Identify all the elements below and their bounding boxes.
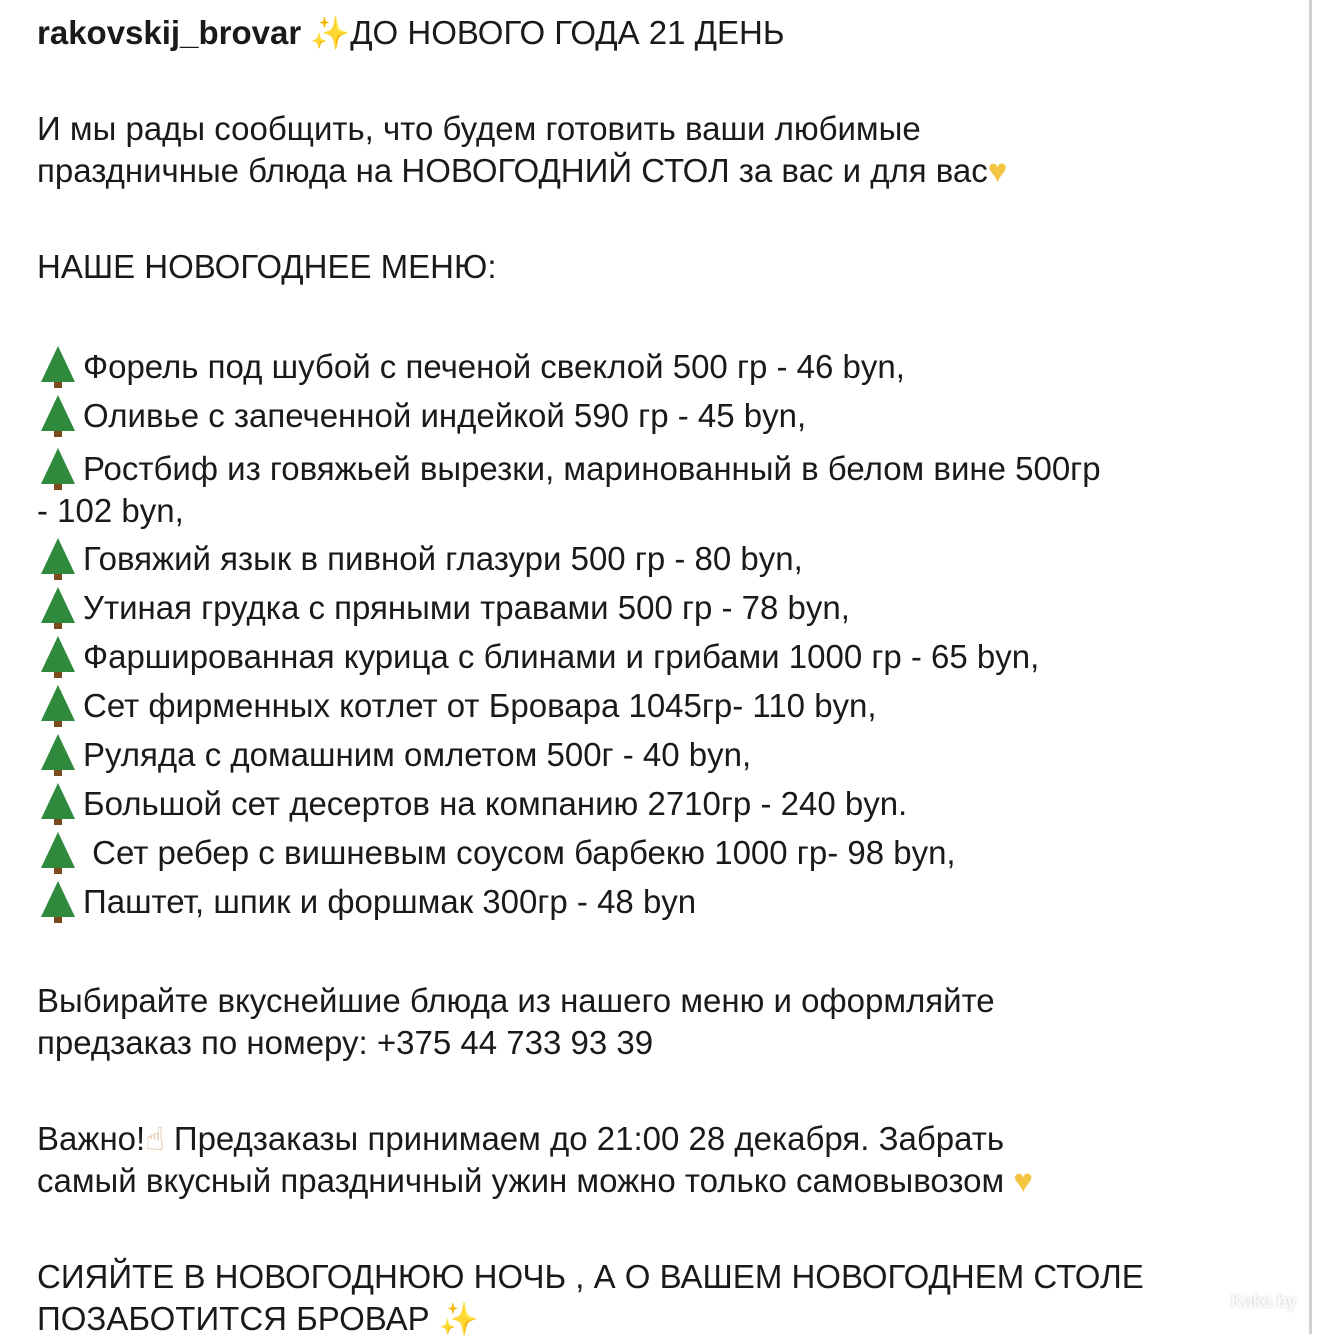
- caption-first-line: [37, 12, 1287, 54]
- intro-line-1: И мы рады сообщить, что будем готовить ваши любимые: [37, 110, 921, 147]
- menu-item: [37, 534, 1287, 583]
- menu-item: [37, 391, 1287, 440]
- christmas-tree-icon: [41, 685, 75, 721]
- menu-item: [37, 730, 1287, 779]
- menu-item-text: Руляда с домашним омлетом 500г - 40 byn,: [83, 736, 752, 773]
- menu-item-text: Большой сет десертов на компанию 2710гр - 240 byn.: [83, 785, 908, 822]
- menu-item: [37, 583, 1287, 632]
- order-line-2: предзаказ по номеру: +375 44 733 93 39: [37, 1024, 654, 1061]
- christmas-tree-icon: [41, 587, 75, 623]
- yellow-heart-icon: ♥: [1013, 1162, 1033, 1199]
- christmas-tree-icon: [41, 448, 75, 484]
- important-line-1: [37, 1118, 1287, 1160]
- important-line-2: [37, 1160, 1287, 1202]
- watermark-logo: Koko.by: [1230, 1291, 1296, 1311]
- menu-item-text: Говяжий язык в пивной глазури 500 гр - 80 byn,: [83, 540, 803, 577]
- menu-item: [37, 444, 1287, 532]
- christmas-tree-icon: [41, 636, 75, 672]
- christmas-tree-icon: [41, 881, 75, 917]
- closing-line-2-text: ПОЗАБОТИТСЯ БРОВАР: [37, 1300, 430, 1337]
- username-link[interactable]: rakovskij_brovar: [37, 14, 302, 51]
- index-pointing-up-icon: ☝: [145, 1121, 165, 1157]
- yellow-heart-icon: ♥: [987, 152, 1008, 189]
- post-caption: [37, 12, 1287, 1340]
- christmas-tree-icon: [41, 395, 75, 431]
- menu-item: [37, 342, 1287, 391]
- intro-line-2: [37, 150, 1287, 192]
- menu-item-text-continued: - 102 byn,: [37, 492, 184, 529]
- menu-item: [37, 779, 1287, 828]
- headline-text: ДО НОВОГО ГОДА 21 ДЕНЬ: [350, 14, 785, 51]
- menu-item: [37, 632, 1287, 681]
- menu-item-text: Форель под шубой с печеной свеклой 500 гр - 46 byn,: [83, 348, 905, 385]
- christmas-tree-icon: [41, 538, 75, 574]
- christmas-tree-icon: [41, 734, 75, 770]
- menu-item: [37, 877, 1287, 926]
- important-label: Важно!: [37, 1120, 146, 1157]
- menu-item-text: Сет фирменных котлет от Бровара 1045гр- 110 byn,: [83, 687, 877, 724]
- menu-item-text: Паштет, шпик и форшмак 300гр - 48 byn: [83, 883, 697, 920]
- christmas-tree-icon: [41, 783, 75, 819]
- important-text: Предзаказы принимаем до 21:00 28 декабря. Забрать: [173, 1120, 1005, 1157]
- menu-header: НАШЕ НОВОГОДНЕЕ МЕНЮ:: [37, 248, 497, 285]
- christmas-tree-icon: [41, 346, 75, 382]
- menu-item-text: Фаршированная курица с блинами и грибами 1000 гр - 65 byn,: [83, 638, 1040, 675]
- menu-item-text: Оливье с запеченной индейкой 590 гр - 45 byn,: [83, 397, 807, 434]
- menu-item: [37, 828, 1287, 877]
- christmas-tree-icon: [41, 832, 75, 868]
- order-line-1: Выбирайте вкуснейшие блюда из нашего меню и оформляйте: [37, 982, 995, 1019]
- menu-item-text: Сет ребер с вишневым соусом барбекю 1000 гр- 98 byn,: [83, 834, 956, 871]
- menu-item-text: Ростбиф из говяжьей вырезки, маринованный в белом вине 500гр: [83, 450, 1101, 487]
- intro-line-2-text: праздничные блюда на НОВОГОДНИЙ СТОЛ за вас и для вас: [37, 152, 988, 189]
- menu-item: [37, 681, 1287, 730]
- menu-list: [37, 342, 1287, 926]
- important-line-2-text: самый вкусный праздничный ужин можно только самовывозом: [37, 1162, 1005, 1199]
- right-edge-divider: [1309, 0, 1312, 1334]
- closing-line-1: СИЯЙТЕ В НОВОГОДНЮЮ НОЧЬ , А О ВАШЕМ НОВОГОДНЕМ СТОЛЕ: [37, 1258, 1144, 1295]
- sparkles-icon: ✨: [438, 1301, 479, 1337]
- menu-item-text: Утиная грудка с пряными травами 500 гр - 78 byn,: [83, 589, 850, 626]
- sparkles-icon: ✨: [310, 15, 351, 51]
